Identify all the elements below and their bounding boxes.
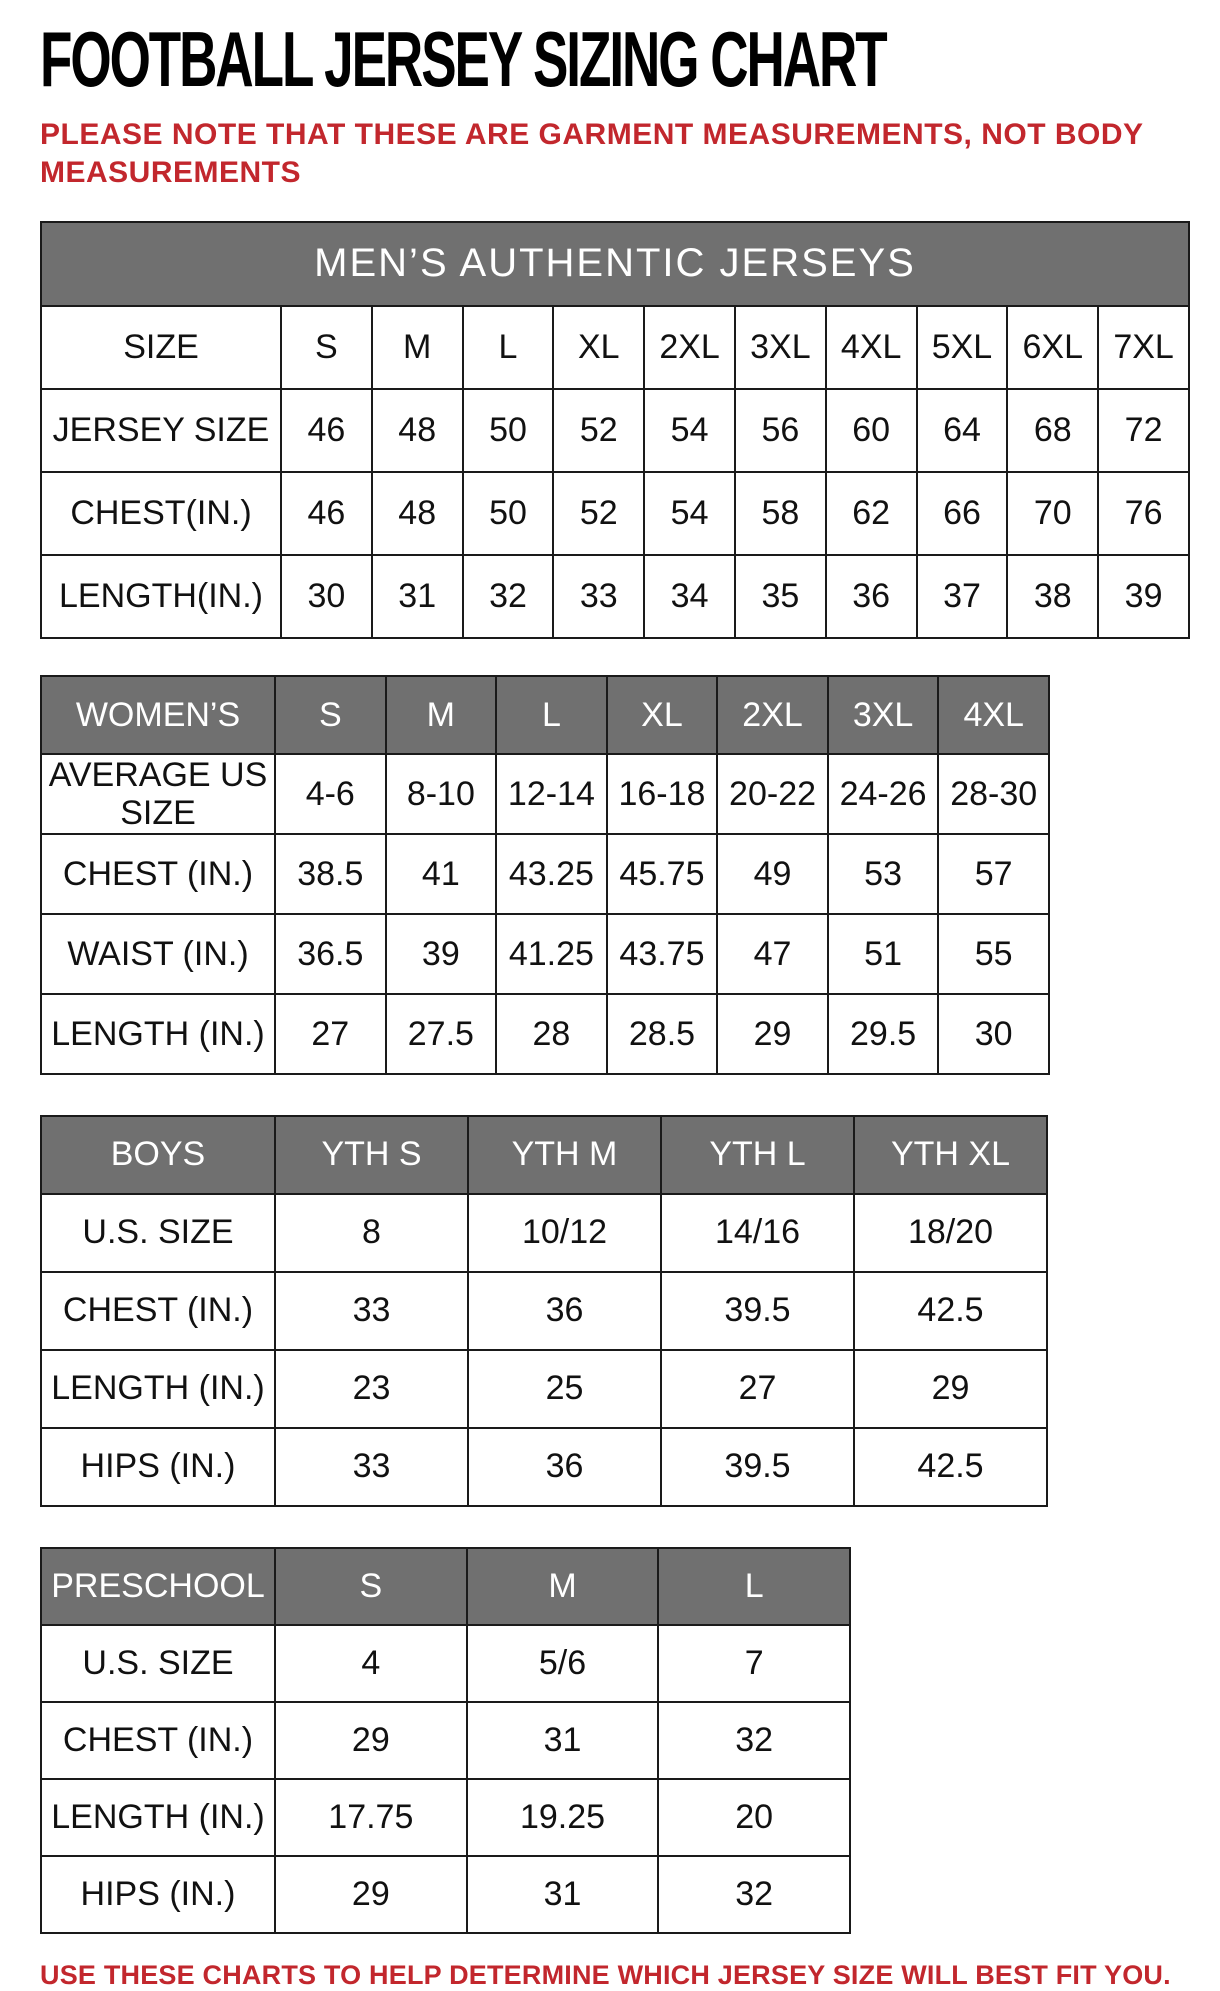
column-header: 7XL (1098, 306, 1189, 389)
garment-measurement-note: PLEASE NOTE THAT THESE ARE GARMENT MEASUREMENTS, NOT BODY MEASUREMENTS (40, 118, 1144, 190)
page-title (40, 15, 1190, 103)
table-banner-row (41, 222, 1189, 306)
row-label: JERSEY SIZE (41, 389, 281, 472)
column-header: YTH S (275, 1116, 468, 1194)
size-value: 32 (658, 1702, 850, 1779)
size-value: 20 (658, 1779, 850, 1856)
row-label: U.S. SIZE (41, 1194, 275, 1272)
column-header: 3XL (735, 306, 826, 389)
column-header: S (275, 676, 386, 754)
size-value: 17.75 (275, 1779, 467, 1856)
column-header: L (463, 306, 554, 389)
size-value: 36.5 (275, 914, 386, 994)
size-value: 31 (372, 555, 463, 638)
size-value: 20-22 (717, 754, 828, 834)
column-header: M (386, 676, 497, 754)
column-header: YTH L (661, 1116, 854, 1194)
size-value: 12-14 (496, 754, 607, 834)
size-value: 39.5 (661, 1272, 854, 1350)
column-header: M (372, 306, 463, 389)
table-header-row (41, 306, 1189, 389)
size-value: 60 (826, 389, 917, 472)
row-label: LENGTH (IN.) (41, 1350, 275, 1428)
size-value: 14/16 (661, 1194, 854, 1272)
table-row (41, 1194, 1047, 1272)
row-label: CHEST(IN.) (41, 472, 281, 555)
table-row (41, 1779, 850, 1856)
size-value: 66 (917, 472, 1008, 555)
size-value: 29 (717, 994, 828, 1074)
column-header: XL (553, 306, 644, 389)
size-value: 27.5 (386, 994, 497, 1074)
row-label: HIPS (IN.) (41, 1428, 275, 1506)
size-value: 43.75 (607, 914, 718, 994)
row-label: LENGTH (IN.) (41, 994, 275, 1074)
size-value: 37 (917, 555, 1008, 638)
size-value: 30 (281, 555, 372, 638)
size-value: 5/6 (467, 1625, 659, 1702)
column-header: 4XL (826, 306, 917, 389)
boys-sizing-table (40, 1115, 1048, 1507)
size-value: 28 (496, 994, 607, 1074)
size-value: 27 (275, 994, 386, 1074)
size-value: 42.5 (854, 1428, 1047, 1506)
table-header-row (41, 1116, 1047, 1194)
size-value: 54 (644, 389, 735, 472)
size-value: 16-18 (607, 754, 718, 834)
size-value: 52 (553, 389, 644, 472)
size-value: 10/12 (468, 1194, 661, 1272)
column-header: L (496, 676, 607, 754)
column-header: WOMEN’S (41, 676, 275, 754)
size-value: 58 (735, 472, 826, 555)
table-row (41, 994, 1049, 1074)
row-label: HIPS (IN.) (41, 1856, 275, 1933)
size-value: 8 (275, 1194, 468, 1272)
column-header: S (275, 1548, 467, 1625)
size-value: 24-26 (828, 754, 939, 834)
size-value: 48 (372, 472, 463, 555)
size-value: 46 (281, 389, 372, 472)
size-value: 41 (386, 834, 497, 914)
column-header: 6XL (1007, 306, 1098, 389)
row-label: LENGTH(IN.) (41, 555, 281, 638)
column-header: 4XL (938, 676, 1049, 754)
column-header: XL (607, 676, 718, 754)
size-value: 52 (553, 472, 644, 555)
table-row (41, 555, 1189, 638)
table-header-row (41, 676, 1049, 754)
size-value: 56 (735, 389, 826, 472)
column-header: YTH M (468, 1116, 661, 1194)
size-value: 45.75 (607, 834, 718, 914)
size-value: 32 (658, 1856, 850, 1933)
size-value: 18/20 (854, 1194, 1047, 1272)
page-title-text: FOOTBALL JERSEY SIZING CHART (40, 15, 886, 103)
table-row (41, 1702, 850, 1779)
size-value: 8-10 (386, 754, 497, 834)
column-header: 2XL (717, 676, 828, 754)
row-label: CHEST (IN.) (41, 1272, 275, 1350)
column-header: L (658, 1548, 850, 1625)
table-header-row (41, 1548, 850, 1625)
size-value: 36 (468, 1272, 661, 1350)
size-value: 36 (468, 1428, 661, 1506)
column-header: BOYS (41, 1116, 275, 1194)
column-header: YTH XL (854, 1116, 1047, 1194)
row-label: U.S. SIZE (41, 1625, 275, 1702)
row-label: CHEST (IN.) (41, 1702, 275, 1779)
size-value: 30 (938, 994, 1049, 1074)
size-value: 29 (275, 1856, 467, 1933)
size-value: 42.5 (854, 1272, 1047, 1350)
row-label: LENGTH (IN.) (41, 1779, 275, 1856)
size-value: 70 (1007, 472, 1098, 555)
column-header: 2XL (644, 306, 735, 389)
size-value: 34 (644, 555, 735, 638)
table-row (41, 914, 1049, 994)
column-header: PRESCHOOL (41, 1548, 275, 1625)
size-value: 19.25 (467, 1779, 659, 1856)
row-label: CHEST (IN.) (41, 834, 275, 914)
size-value: 51 (828, 914, 939, 994)
size-value: 7 (658, 1625, 850, 1702)
size-value: 29.5 (828, 994, 939, 1074)
size-value: 31 (467, 1702, 659, 1779)
footer-note: USE THESE CHARTS TO HELP DETERMINE WHICH JERSEY SIZE WILL BEST FIT YOU. (40, 1959, 1171, 1990)
size-value: 39 (1098, 555, 1189, 638)
column-header: 5XL (917, 306, 1008, 389)
size-value: 39.5 (661, 1428, 854, 1506)
table-row (41, 1625, 850, 1702)
table-row (41, 1428, 1047, 1506)
size-value: 41.25 (496, 914, 607, 994)
size-value: 25 (468, 1350, 661, 1428)
size-value: 76 (1098, 472, 1189, 555)
table-row (41, 754, 1049, 834)
size-value: 68 (1007, 389, 1098, 472)
size-value: 48 (372, 389, 463, 472)
size-value: 38.5 (275, 834, 386, 914)
column-header: M (467, 1548, 659, 1625)
column-header: 3XL (828, 676, 939, 754)
size-value: 23 (275, 1350, 468, 1428)
size-value: 29 (275, 1702, 467, 1779)
table-row (41, 389, 1189, 472)
size-value: 49 (717, 834, 828, 914)
size-value: 29 (854, 1350, 1047, 1428)
womens-sizing-table (40, 675, 1050, 1075)
row-label: WAIST (IN.) (41, 914, 275, 994)
size-value: 28.5 (607, 994, 718, 1074)
table-row (41, 834, 1049, 914)
size-value: 38 (1007, 555, 1098, 638)
preschool-sizing-table (40, 1547, 851, 1934)
size-value: 33 (275, 1272, 468, 1350)
column-header: S (281, 306, 372, 389)
size-value: 27 (661, 1350, 854, 1428)
size-value: 57 (938, 834, 1049, 914)
size-value: 54 (644, 472, 735, 555)
size-value: 47 (717, 914, 828, 994)
size-value: 36 (826, 555, 917, 638)
size-value: 55 (938, 914, 1049, 994)
size-value: 53 (828, 834, 939, 914)
row-label: AVERAGE US SIZE (41, 754, 275, 834)
size-value: 43.25 (496, 834, 607, 914)
size-value: 62 (826, 472, 917, 555)
size-value: 46 (281, 472, 372, 555)
table-row (41, 1350, 1047, 1428)
size-value: 64 (917, 389, 1008, 472)
size-value: 4-6 (275, 754, 386, 834)
table-row (41, 1856, 850, 1933)
size-value: 50 (463, 389, 554, 472)
table-row (41, 472, 1189, 555)
size-value: 72 (1098, 389, 1189, 472)
table-row (41, 1272, 1047, 1350)
size-value: 35 (735, 555, 826, 638)
column-header: SIZE (41, 306, 281, 389)
size-value: 32 (463, 555, 554, 638)
size-value: 31 (467, 1856, 659, 1933)
size-value: 33 (553, 555, 644, 638)
size-value: 33 (275, 1428, 468, 1506)
size-value: 4 (275, 1625, 467, 1702)
size-value: 39 (386, 914, 497, 994)
size-value: 28-30 (938, 754, 1049, 834)
table-banner: MEN’S AUTHENTIC JERSEYS (41, 222, 1189, 306)
size-value: 50 (463, 472, 554, 555)
mens-authentic-jerseys-table (40, 221, 1190, 639)
